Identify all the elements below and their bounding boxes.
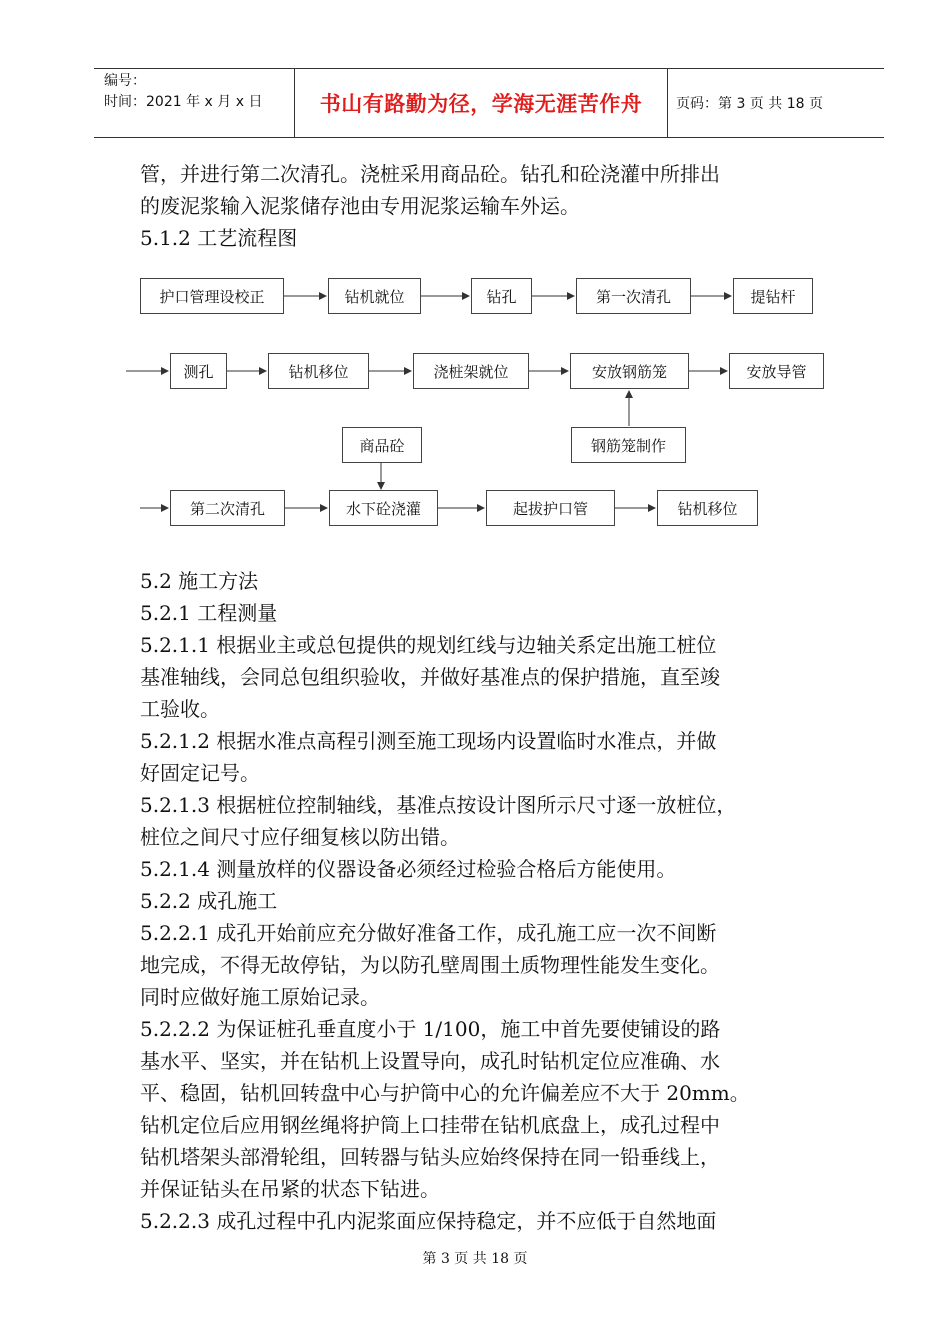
flow-step: 护口管理设校正 [140,278,284,314]
body-line: 管，并进行第二次清孔。浇桩采用商品砼。钻孔和砼浇灌中所排出 [140,162,720,186]
body-line: 好固定记号。 [140,761,260,785]
flow-step: 浇桩架就位 [413,353,529,389]
flow-step: 商品砼 [342,427,422,463]
body-line: 钻机塔架头部滑轮组，回转器与钻头应始终保持在同一铅垂线上， [140,1145,720,1169]
section-heading: 5.2.2 成孔施工 [140,889,278,913]
flow-step: 水下砼浇灌 [329,490,438,526]
body-line: 同时应做好施工原始记录。 [140,985,380,1009]
flow-step: 钻机移位 [657,490,758,526]
flow-step: 第一次清孔 [576,278,691,314]
page-label: 页码：第 3 页 共 18 页 [676,96,823,112]
time-label: 时间：2021 年 x 月 x 日 [104,94,263,110]
body-line: 5.2.1.2 根据水准点高程引测至施工现场内设置临时水准点，并做 [140,729,717,753]
body-line: 工验收。 [140,697,220,721]
body-line: 并保证钻头在吊紧的状态下钻进。 [140,1177,440,1201]
body-line: 5.2.2.1 成孔开始前应充分做好准备工作，成孔施工应一次不间断 [140,921,717,945]
flow-step: 起拔护口管 [486,490,615,526]
body-line: 平、稳固，钻机回转盘中心与护筒中心的允许偏差应不大于 20mm。 [140,1081,750,1105]
body-line: 钻机定位后应用钢丝绳将护筒上口挂带在钻机底盘上，成孔过程中 [140,1113,720,1137]
flow-step: 钻机就位 [328,278,421,314]
body-line: 地完成，不得无故停钻，为以防孔壁周围土质物理性能发生变化。 [140,953,720,977]
body-line: 桩位之间尺寸应仔细复核以防出错。 [140,825,460,849]
flow-step: 提钻杆 [733,278,813,314]
code-label: 编号： [104,73,146,89]
flow-step: 钻机移位 [268,353,369,389]
flow-step: 第二次清孔 [170,490,285,526]
flow-step: 测孔 [170,353,227,389]
body-line: 5.2.2.3 成孔过程中孔内泥浆面应保持稳定，并不应低于自然地面 [140,1209,717,1233]
body-line: 5.2.1.4 测量放样的仪器设备必须经过检验合格后方能使用。 [140,857,677,881]
flow-step: 安放导管 [729,353,824,389]
page-footer: 第 3 页 共 18 页 [422,1251,528,1267]
flow-step: 钢筋笼制作 [571,427,686,463]
body-line: 5.2.1.3 根据桩位控制轴线，基准点按设计图所示尺寸逐一放桩位， [140,793,737,817]
flow-step: 钻孔 [471,278,532,314]
body-line: 5.2.2.2 为保证桩孔垂直度小于 1/100，施工中首先要使铺设的路 [140,1017,721,1041]
body-line: 基水平、坚实，并在钻机上设置导向，成孔时钻机定位应准确、水 [140,1049,720,1073]
section-heading: 5.1.2 工艺流程图 [140,226,298,250]
motto: 书山有路勤为径，学海无涯苦作舟 [319,92,643,116]
section-heading: 5.2.1 工程测量 [140,601,278,625]
body-line: 5.2.1.1 根据业主或总包提供的规划红线与边轴关系定出施工桩位 [140,633,717,657]
body-line: 基准轴线，会同总包组织验收，并做好基准点的保护措施，直至竣 [140,665,720,689]
body-line: 的废泥浆输入泥浆储存池由专用泥浆运输车外运。 [140,194,580,218]
flow-step: 安放钢筋笼 [570,353,689,389]
section-heading: 5.2 施工方法 [140,569,259,593]
